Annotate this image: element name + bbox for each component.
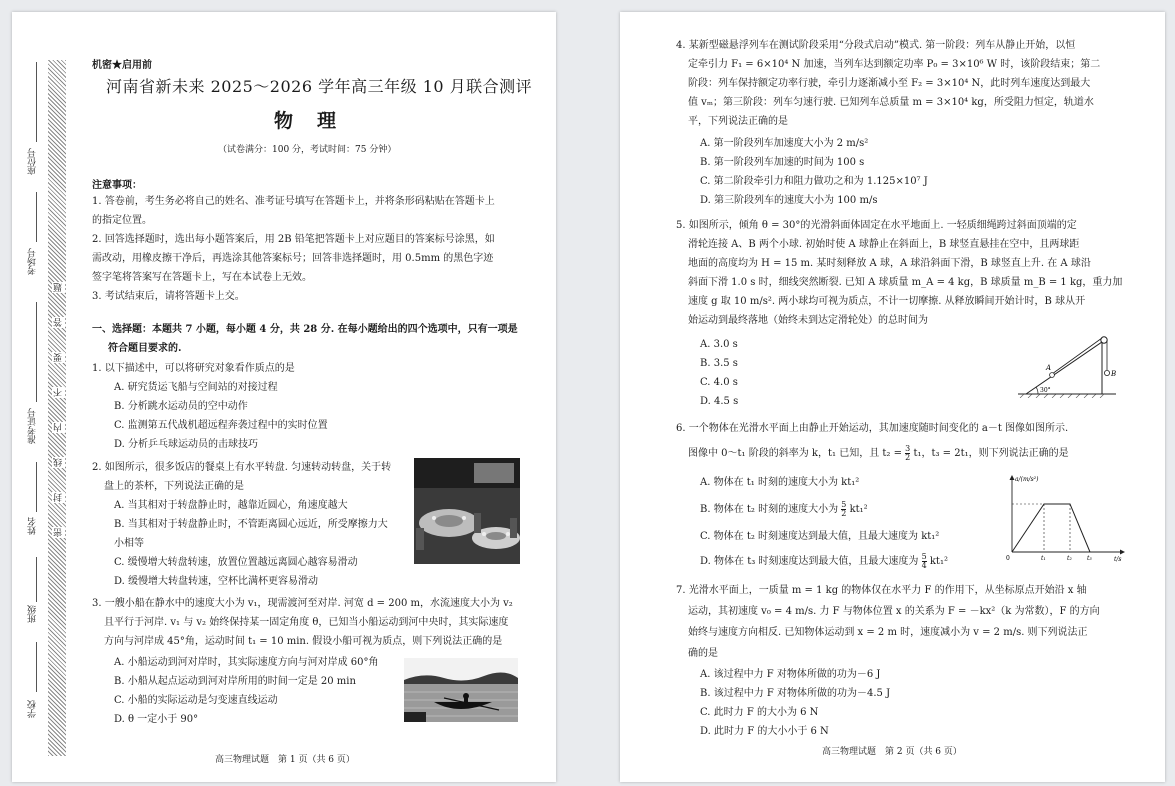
- tick-t2: t₂: [1067, 555, 1072, 562]
- q2-option: B. 当其相对于转盘静止时，不管距离圆心远近，所受摩擦力大: [114, 519, 388, 530]
- q6-option-part: D. 物体在 t₃ 时刻速度达到最大值，且最大速度为: [700, 556, 919, 567]
- q6-option: [700, 500, 868, 520]
- q5-option: D. 4.5 s: [700, 396, 739, 407]
- q1-stem: 1. 以下描述中，可以将研究对象看作质点的是: [92, 363, 295, 374]
- q6-option-part: B. 物体在 t₂ 时刻的速度大小为: [700, 504, 839, 515]
- q2-stem: 2. 如图所示，很多饭店的餐桌上有水平转盘. 匀速转动转盘，关于转: [92, 462, 392, 473]
- note-line: 3. 考试结束后，请将答题卡上交。: [92, 291, 245, 302]
- frac-den: 4: [921, 561, 927, 570]
- q4-stem: 阶段：列车保持额定功率行驶，牵引力逐渐减小至 F₂ = 3×10⁴ N，此时列车速度达到最大: [688, 78, 1091, 89]
- seal-char: 题: [54, 283, 64, 292]
- exam-room-label: 考场号: [28, 248, 38, 275]
- q5-stem: 5. 如图所示，倾角 θ = 30°的光滑斜面体固定在水平地面上. 一轻质细绳跨过斜面顶端的定: [676, 220, 1077, 231]
- label-a: A: [1046, 364, 1052, 372]
- fraction: [841, 501, 846, 518]
- q7-option: D. 此时力 F 的大小小于 6 N: [700, 726, 829, 737]
- q6-option: [700, 552, 948, 572]
- exam-page-1: [12, 12, 556, 782]
- exam-meta: （试卷满分：100 分，考试时间：75 分钟）: [218, 145, 397, 155]
- seal-char: 答: [54, 318, 64, 327]
- angle-label: 30°: [1040, 387, 1051, 394]
- x-axis-label: t/s: [1114, 556, 1122, 562]
- note-line: 的指定位置。: [92, 215, 152, 226]
- q5-option: C. 4.0 s: [700, 377, 738, 388]
- seal-char: 不: [54, 388, 64, 397]
- origin-label: 0: [1006, 555, 1010, 562]
- frac-num: 3: [905, 444, 911, 453]
- q6-stem: 6. 一个物体在光滑水平面上由静止开始运动，其加速度随时间变化的 a－t 图像如图所示.: [676, 423, 1069, 434]
- note-line: 2. 回答选择题时，选出每小题答案后，用 2B 铅笔把答题卡上对应题目的答案标号涂黑，如: [92, 234, 495, 245]
- q7-option: C. 此时力 F 的大小为 6 N: [700, 707, 819, 718]
- q7-option: A. 该过程中力 F 对物体所做的功为－6 J: [700, 669, 881, 680]
- school-line: [36, 642, 37, 692]
- exam-room-line: [36, 192, 37, 242]
- q4-stem: 值 vₘ；第三阶段：列车匀速行驶. 已知列车总质量 m = 3×10⁴ kg，所受阻力恒定，轨道水: [688, 97, 1094, 108]
- q4-option: B. 第一阶段列车加速的时间为 100 s: [700, 157, 865, 168]
- frac-den: 2: [905, 453, 911, 462]
- q4-stem: 平，下列说法正确的是: [688, 116, 788, 127]
- restaurant-table-photo: [414, 458, 520, 564]
- q1-option: B. 分析跳水运动员的空中动作: [114, 401, 248, 412]
- q5-stem: 地面的高度均为 H = 15 m. 某时刻释放 A 球，A 球沿斜面下滑，B 球竖直上升. 在 A 球沿: [688, 258, 1091, 269]
- page-footer: 高三物理试题 第 2 页（共 6 页）: [822, 747, 962, 757]
- q4-stem: 定牵引力 F₁ = 6×10⁴ N 加速，当列车达到额定功率 P₀ = 3×10⁶ W 时，该阶段结束；第二: [688, 59, 1101, 70]
- binding-strip: [48, 60, 66, 756]
- frac-num: 5: [841, 500, 847, 509]
- exam-page-2: [620, 12, 1165, 782]
- q5-option: B. 3.5 s: [700, 358, 738, 369]
- page-footer: 高三物理试题 第 1 页（共 6 页）: [215, 755, 355, 765]
- seal-char: 内: [54, 423, 64, 432]
- q4-option: A. 第一阶段列车加速度大小为 2 m/s²: [700, 138, 869, 149]
- q4-stem: 4. 某新型磁悬浮列车在测试阶段采用“分段式启动”模式. 第一阶段：列车从静止开始，以恒: [676, 40, 1076, 51]
- q6-option-part: kt₁²: [929, 556, 948, 567]
- q2-stem: 盘上的茶杯，下列说法正确的是: [104, 481, 244, 492]
- q4-option: C. 第二阶段牵引力和阻力做功之和为 1.125×10⁷ J: [700, 176, 928, 187]
- subject-title: 物理: [274, 110, 361, 132]
- q3-option: A. 小船运动到河对岸时，其实际速度方向与河对岸成 60°角: [114, 657, 379, 668]
- q7-stem: 运动，其初速度 v₀ = 4 m/s. 力 F 与物体位置 x 的关系为 F = －kx²（k 为常数），F 的方向: [688, 606, 1100, 617]
- y-axis-label: a/(m/s²): [1015, 476, 1039, 483]
- note-line: 1. 答卷前，考生务必将自己的姓名、准考证号填写在答题卡上，并将条形码粘贴在答题卡上: [92, 196, 495, 207]
- seal-char: 封: [54, 493, 64, 502]
- ticket-no-label: 准考证号: [28, 408, 38, 444]
- q3-stem: 且平行于河岸. v₁ 与 v₂ 始终保持某一固定角度 θ，已知当小船运动到河中央时，其实际速度: [104, 617, 509, 628]
- secret-mark: 机密★启用前: [92, 60, 152, 71]
- q2-option: 小相等: [114, 538, 144, 549]
- q1-option: C. 监测第五代战机超远程奔袭过程中的实时位置: [114, 420, 328, 431]
- frac-den: 2: [841, 509, 847, 518]
- notes-heading: 注意事项：: [92, 180, 142, 191]
- q6-option-part: kt₁²: [849, 504, 868, 515]
- q2-option: C. 缓慢增大转盘转速，放置位置越远离圆心越容易滑动: [114, 557, 358, 568]
- class-label: 班级: [28, 605, 38, 623]
- q5-option: A. 3.0 s: [700, 339, 738, 350]
- section-heading: 一、选择题：本题共 7 小题，每小题 4 分，共 28 分. 在每小题给出的四个选项中，只有一项是: [92, 324, 518, 335]
- q6-stem-part: 图像中 0～t₁ 阶段的斜率为 k，t₁ 已知，且 t₂ =: [688, 448, 902, 459]
- note-line: 需改动，用橡皮擦干净后，再选涂其他答案标号；回答非选择题时，用 0.5mm 的黑色字迹: [92, 253, 494, 264]
- q3-stem: 3. 一艘小船在静水中的速度大小为 v₁，现需渡河至对岸. 河宽 d = 200 m，水流速度大小为 v₂: [92, 598, 513, 609]
- q5-stem: 速度 g 取 10 m/s². 两小球均可视为质点，不计一切摩擦. 从释放瞬间开始计时，B 球从开: [688, 296, 1086, 307]
- fraction: [922, 553, 927, 570]
- seal-char: 线: [54, 458, 64, 467]
- acceleration-time-graph: [1000, 472, 1128, 562]
- q3-stem: 方向与河岸成 45°角，运动时间 t₁ = 10 min. 假设小船可视为质点，则下列说法正确的是: [104, 636, 503, 647]
- class-line: [36, 557, 37, 602]
- frac-num: 5: [921, 552, 927, 561]
- name-label: 姓名: [28, 517, 38, 535]
- q1-option: A. 研究货运飞船与空间站的对接过程: [114, 382, 278, 393]
- q6-stem-part: t₁，t₃ = 2t₁，则下列说法正确的是: [913, 448, 1069, 459]
- q7-stem: 始终与速度方向相反. 已知物体运动到 x = 2 m 时，速度减小为 v = 2 m/s. 则下列说法正: [688, 627, 1088, 638]
- seat-no-line: [36, 62, 37, 142]
- tick-t1: t₁: [1041, 555, 1046, 562]
- q7-stem: 确的是: [688, 648, 718, 659]
- q7-stem: 7. 光滑水平面上，一质量 m = 1 kg 的物体仅在水平力 F 的作用下，从坐标原点开始沿 x 轴: [676, 585, 1087, 596]
- q6-option: C. 物体在 t₂ 时刻速度达到最大值，且最大速度为 kt₁²: [700, 531, 940, 542]
- q2-option: D. 缓慢增大转盘转速，空杯比满杯更容易滑动: [114, 576, 319, 587]
- q5-stem: 斜面下滑 1.0 s 时，细线突然断裂. 已知 A 球质量 m_A = 4 kg，B 球质量 m_B = 1 kg，重力加: [688, 277, 1123, 288]
- q2-option: A. 当其相对于转盘静止时，越靠近圆心，角速度越大: [114, 500, 348, 511]
- section-heading-cont: 符合题目要求的.: [108, 343, 182, 354]
- note-line: 签字笔将答案写在答题卡上，写在本试卷上无效。: [92, 272, 312, 283]
- fraction: [905, 445, 910, 462]
- incline-pulley-diagram: [1016, 324, 1120, 398]
- tick-t3: t₃: [1087, 555, 1092, 562]
- q6-stem: [688, 444, 1069, 464]
- q3-option: D. θ 一定小于 90°: [114, 714, 199, 725]
- boat-river-photo: [404, 658, 518, 722]
- q7-option: B. 该过程中力 F 对物体所做的功为－4.5 J: [700, 688, 891, 699]
- seal-char: 要: [54, 353, 64, 362]
- q4-option: D. 第三阶段列车的速度大小为 100 m/s: [700, 195, 878, 206]
- exam-title: 河南省新未来 2025～2026 学年高三年级 10 月联合测评: [106, 77, 533, 96]
- q5-stem: 滑轮连接 A、B 两个小球. 初始时使 A 球静止在斜面上，B 球竖直悬挂在空中，且两球距: [688, 239, 1080, 250]
- q5-stem: 始运动到最终落地（始终未到达定滑轮处）的总时间为: [688, 315, 928, 326]
- label-b: B: [1111, 370, 1117, 378]
- q3-option: C. 小船的实际运动是匀变速直线运动: [114, 695, 278, 706]
- q3-option: B. 小船从起点运动到河对岸所用的时间一定是 20 min: [114, 676, 356, 687]
- seal-char: 密: [54, 528, 64, 537]
- school-label: 学校: [28, 700, 38, 718]
- q6-option: A. 物体在 t₁ 时刻的速度大小为 kt₁²: [700, 477, 860, 488]
- seat-no-label: 座位号: [28, 148, 38, 175]
- name-line: [36, 462, 37, 512]
- q1-option: D. 分析乒乓球运动员的击球技巧: [114, 439, 259, 450]
- ticket-no-line: [36, 302, 37, 402]
